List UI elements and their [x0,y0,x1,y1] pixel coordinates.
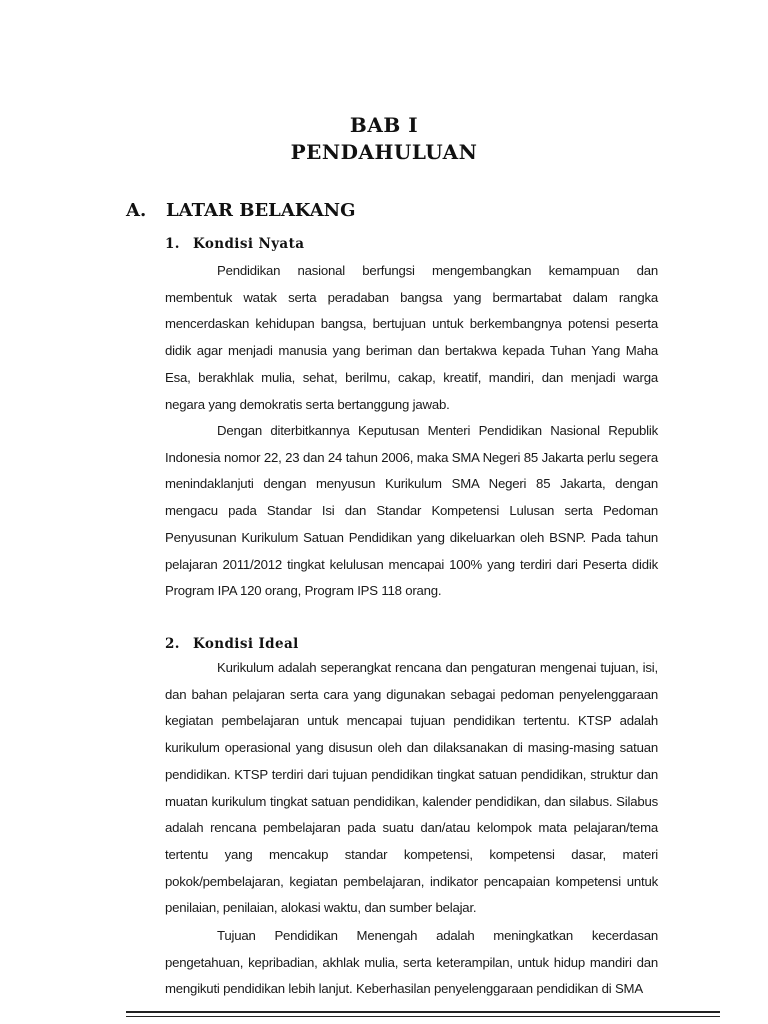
section-letter: A. [126,200,147,221]
subsection-number: 1. [165,236,180,252]
paragraph: Pendidikan nasional berfungsi mengembangkan kemampuan dan membentuk watak serta peradaban bangsa yang bermartabat dalam rangka mencerdaskan kehidupan bangsa, bertujuan untuk berkembangnya potensi peserta didik agar menjadi manusia yang beriman dan bertakwa kepada Tuhan Yang Maha Esa, berakhlak mulia, sehat, berilmu, cakap, kreatif, mandiri, dan menjadi warga negara yang demokratis serta bertanggung jawab. [165,263,658,412]
footer-rule-thin [126,1016,720,1017]
paragraph: Kurikulum adalah seperangkat rencana dan pengaturan mengenai tujuan, isi, dan bahan pelajaran serta cara yang digunakan sebagai pedoman penyelenggaraan kegiatan pembelajaran untuk mencapai tujuan pendidikan tertentu. KTSP adalah kurikulum operasional yang disusun oleh dan dilaksanakan di masing-masing satuan pendidikan. KTSP terdiri dari tujuan pendidikan tingkat satuan pendidikan, struktur dan muatan kurikulum tingkat satuan pendidikan, kalender pendidikan, dan silabus. Silabus adalah rencana pembelajaran pada suatu dan/atau kelompok mata pelajaran/tema tertentu yang mencakup standar kompetensi, kompetensi dasar, materi pokok/pembelajaran, kegiatan pembelajaran, indikator pencapaian kompetensi untuk penilaian, penilaian, alokasi waktu, dan sumber belajar. [165,660,658,916]
subsection-title: Kondisi Nyata [193,236,305,252]
subsection-number: 2. [165,636,180,652]
footer-rule-thick [126,1011,720,1013]
section-heading [126,200,356,221]
section-title: LATAR BELAKANG [166,200,356,221]
chapter-number: BAB I [349,113,419,137]
chapter-title: PENDAHULUAN [290,140,478,164]
paragraph: Tujuan Pendidikan Menengah adalah meningkatkan kecerdasan pengetahuan, kepribadian, akhlak mulia, serta keterampilan, untuk hidup mandiri dan mengikuti pendidikan lebih lanjut. Keberhasilan penyelenggaraan pendidikan di SMA [165,928,658,997]
paragraph: Dengan diterbitkannya Keputusan Menteri Pendidikan Nasional Republik Indonesia nomor 22, 23 dan 24 tahun 2006, maka SMA Negeri 85 Jakarta perlu segera menindaklanjuti dengan menyusun Kurikulum SMA Negeri 85 Jakarta, dengan mengacu pada Standar Isi dan Standar Kompetensi Lulusan serta Pedoman Penyusunan Kurikulum Satuan Pendidikan yang dikeluarkan oleh BSNP. Pada tahun pelajaran 2011/2012 tingkat kelulusan mencapai 100% yang terdiri dari Peserta didik Program IPA 120 orang, Program IPS 118 orang. [165,423,658,599]
subsection-heading-kondisi-ideal [165,636,299,652]
subsection-title: Kondisi Ideal [193,636,299,652]
subsection-heading-kondisi-nyata [165,236,304,252]
